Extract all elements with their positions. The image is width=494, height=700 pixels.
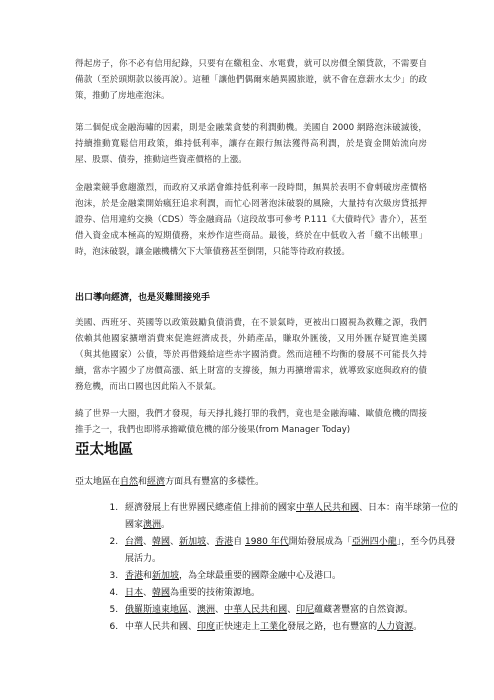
wiki-link[interactable]: 中華人民共和國 [296,503,360,513]
list-text: 、 [215,605,225,615]
wiki-link[interactable]: 俄羅斯遠東地區 [125,605,189,615]
wiki-link[interactable]: 韓國 [152,537,171,547]
intro-text: 和 [138,477,148,487]
wiki-link[interactable]: 1980 年代 [244,537,289,547]
list-text: 正快速走上 [215,622,261,632]
intro-line [75,474,435,490]
list-text: 、 [143,537,153,547]
list-item [121,585,463,602]
list-item [121,602,463,619]
list-text: ，為全球最重要的國際金融中心及港口。 [179,571,342,581]
wiki-link[interactable]: 印尼 [296,605,315,615]
list-item [121,534,463,568]
wiki-link[interactable]: 日本 [125,588,144,598]
link-nature[interactable]: 自然 [120,477,139,487]
list-text: 」，至今仍具發展活力。 [125,537,456,564]
list-text: 自 [233,537,245,547]
intro-text: 方面具有豐富的多樣性。 [165,477,265,487]
wiki-link[interactable]: 澳洲 [197,605,216,615]
wiki-link[interactable]: 香港 [125,571,144,581]
list-item [121,500,463,534]
list-text: 、 [188,605,198,615]
link-economy[interactable]: 經濟 [147,477,166,487]
list-item [121,619,463,636]
wiki-link[interactable]: 新加坡 [179,537,207,547]
wiki-link[interactable]: 印度 [197,622,216,632]
wiki-link[interactable]: 韓國 [152,588,171,598]
paragraph-financial-competition: 金融業競爭愈趨激烈，而政府又承諾會維持低利率一段時間，無異於表明不會刺破房產價格泡沫，於是金融業開始瘋狂追求利潤，而忙心罔著泡沫破裂的風險，大量持有次級房貸抵押證券、信用違約交換（CDS）等金融商品（這段故事可參考 P.111《大債時代》書介），甚至借入資金成本極高的短期債務，來炒作這些商品。最後，終於在中低收入者「繳不出帳單」時，泡沫破裂，讓金融機構欠下大筆債務甚至倒閉，只能等待政府救援。 [75,183,427,257]
paragraph-export-economy: 美國、西班牙、英國等以政策鼓勵負債消費，在不景氣時，更被出口國視為救難之源，我們依賴其他國家擴增消費來促進經濟成長，外銷產品，賺取外匯後，又用外匯存疑買進美國（與其他國家）公債，等於再借錢給這些赤字國消費。然而這種不均衡的發展不可能長久持續，當赤字國少了房價高漲、紙上財富的支撐後，無力再擴增需求，就導致家庭與政府的債務危機，而出口國也因此陷入不景氣。 [75,318,427,392]
regions-list [93,500,463,636]
list-item [121,568,463,585]
bold-heading: 出口導向經濟，也是災難間接兇手 [75,293,211,303]
list-text: 。 [413,622,423,632]
wiki-link[interactable]: 新加坡 [152,571,180,581]
list-text: 、 [287,605,297,615]
list-text: 。 [161,520,171,530]
list-text: 、 [206,537,216,547]
list-text: 開始發展成為「 [288,537,352,547]
paragraph-housing-policy: 得起房子，你不必有信用紀錄，只要有在繳租金、水電費，就可以房價全額貸款，不需要自備款（至於頭期款以後再說）。這種「讓他們偶爾來趟異國旅遊，就不會在意薪水太少」的政策，推動了房地產泡沫。 [75,59,427,101]
paragraph-conclusion: 繞了世界一大圈，我們才發現，每天掙扎錢打罪的我們，竟也是金融海嘯、歐債危機的間接推手之一，我們也即將承擔歐債危機的部分後果(from Manager Today) [75,409,427,435]
list-text: 發展之路，也有豐富的 [287,622,378,632]
list-text: 為重要的技術策源地。 [170,588,261,598]
list-text: 、 [143,588,153,598]
intro-text: 亞太地區在 [75,477,121,487]
wiki-link[interactable]: 澳洲 [143,520,162,530]
list-text: 中華人民共和國 [125,622,189,632]
section-title: 亞太地區 [75,441,133,458]
list-text: 經濟發展上有世界國民總產值上排前的國家 [125,503,297,513]
wiki-link[interactable]: 工業化 [260,622,288,632]
wiki-link[interactable]: 中華人民共和國 [224,605,288,615]
list-text: 、日本：南半球第一位的國家 [125,503,459,530]
wiki-link[interactable]: 香港 [215,537,234,547]
wiki-link[interactable]: 人力資源 [377,622,414,632]
wiki-link[interactable]: 台灣 [125,537,144,547]
list-text: 和 [143,571,153,581]
paragraph-profit-motive: 第二個促成金融海嘯的因素，則是金融業貪婪的利潤動機。美國自 2000 網路泡沫破滅後，持續推動寬鬆信用政策，維持低利率，讓存在銀行無法獲得高利潤，於是資金開始流向房屋、股票、債券，推動這些資產價格的上漲。 [75,123,427,165]
wiki-link[interactable]: 亞洲四小龍 [351,537,397,547]
list-text: 、 [170,537,180,547]
list-text: 、 [188,622,198,632]
list-text: 蘊藏著豐富的自然資源。 [314,605,414,615]
